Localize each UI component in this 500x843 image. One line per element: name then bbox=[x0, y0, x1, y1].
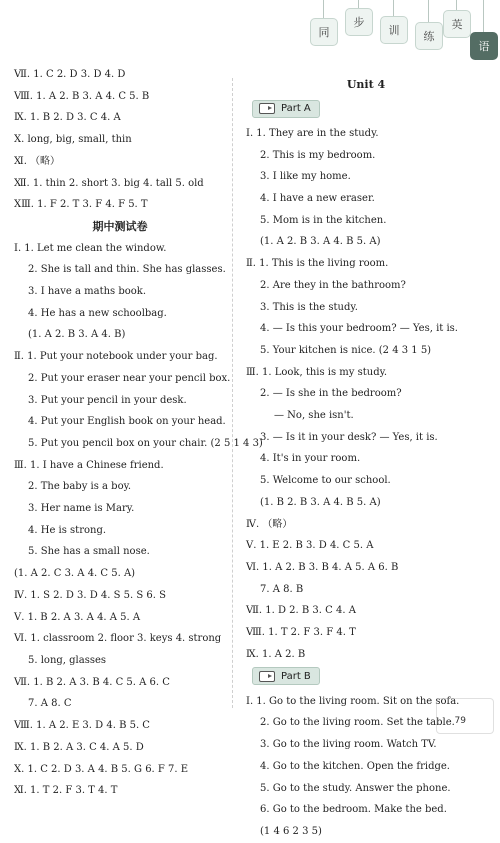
answer-line: 4. He has a new schoolbag. bbox=[28, 307, 167, 319]
answer-line: 4. — Is this your bedroom? — Yes, it is. bbox=[260, 323, 458, 335]
left-column bbox=[14, 64, 263, 802]
answer-line: Ⅷ. 1. A 2. E 3. D 4. B 5. C bbox=[14, 720, 150, 732]
answer-line: 5. Go to the study. Answer the phone. bbox=[260, 782, 451, 794]
column-divider bbox=[232, 78, 233, 708]
answer-line: 3. — Is it in your desk? — Yes, it is. bbox=[260, 431, 438, 443]
header-banner bbox=[290, 0, 500, 70]
answer-line: Ⅳ. （略） bbox=[246, 518, 293, 530]
answer-line: Ⅵ. 1. classroom 2. floor 3. keys 4. strong bbox=[14, 633, 222, 645]
banner-char-5: 英 bbox=[443, 10, 471, 38]
answer-line: 3. Put your pencil in your desk. bbox=[28, 394, 187, 406]
answer-line: Ⅺ. 1. T 2. F 3. T 4. T bbox=[14, 785, 118, 797]
answer-line: 5. Put you pencil box on your chair. (2 5 1 4 3) bbox=[28, 437, 263, 449]
answer-line: 7. A 8. C bbox=[28, 698, 72, 710]
banner-char-2: 步 bbox=[345, 8, 373, 36]
answer-line: 3. Her name is Mary. bbox=[28, 503, 135, 515]
answer-line: Ⅻ. 1. thin 2. short 3. big 4. tall 5. old bbox=[14, 177, 204, 189]
part-a-label: Part A bbox=[281, 102, 311, 114]
arrow-icon bbox=[259, 671, 275, 682]
answer-line: Ⅹ. 1. C 2. D 3. A 4. B 5. G 6. F 7. E bbox=[14, 763, 189, 775]
banner-char-4: 练 bbox=[415, 22, 443, 50]
answer-line: 5. Welcome to our school. bbox=[260, 475, 391, 487]
part-b-label: Part B bbox=[281, 670, 311, 682]
answer-line: 4. Go to the kitchen. Open the fridge. bbox=[260, 760, 450, 772]
answer-line: 5. Your kitchen is nice. (2 4 3 1 5) bbox=[260, 344, 432, 356]
answer-line: — No, she isn't. bbox=[274, 410, 354, 422]
answer-line: 2. The baby is a boy. bbox=[28, 481, 132, 493]
answer-line: 2. — Is she in the bedroom? bbox=[260, 388, 402, 400]
answer-line: 2. Are they in the bathroom? bbox=[260, 279, 406, 291]
answer-line: Ⅴ. 1. B 2. A 3. A 4. A 5. A bbox=[14, 611, 141, 623]
banner-char-1: 同 bbox=[310, 18, 338, 46]
answer-line: Ⅸ. 1. B 2. A 3. C 4. A 5. D bbox=[14, 741, 144, 753]
answer-line: (1. A 2. C 3. A 4. C 5. A) bbox=[14, 568, 136, 580]
arrow-icon bbox=[259, 103, 275, 114]
answer-line: Ⅵ. 1. A 2. B 3. B 4. A 5. A 6. B bbox=[246, 561, 399, 573]
part-a-header bbox=[252, 100, 320, 118]
answer-line: ⅩⅢ. 1. F 2. T 3. F 4. F 5. T bbox=[14, 199, 148, 211]
unit-title: Unit 4 bbox=[346, 78, 386, 91]
midterm-title: 期中测试卷 bbox=[92, 219, 148, 233]
answer-line: 3. I have a maths book. bbox=[28, 286, 147, 298]
banner-char-3: 训 bbox=[380, 16, 408, 44]
answer-line: Ⅷ. 1. A 2. B 3. A 4. C 5. B bbox=[14, 90, 150, 102]
answer-line: 6. Go to the bedroom. Make the bed. bbox=[260, 804, 447, 816]
answer-line: Ⅰ. 1. They are in the study. bbox=[246, 127, 379, 139]
answer-line: 2. This is my bedroom. bbox=[260, 149, 376, 161]
answer-line: 2. She is tall and thin. She has glasses. bbox=[28, 264, 226, 276]
answer-line: 3. I like my home. bbox=[260, 171, 351, 183]
answer-line: 5. long, glasses bbox=[28, 654, 107, 666]
answer-line: Ⅲ. 1. I have a Chinese friend. bbox=[14, 459, 164, 471]
answer-line: 3. Go to the living room. Watch TV. bbox=[260, 739, 437, 751]
answer-line: 4. It's in your room. bbox=[260, 453, 361, 465]
banner-char-6: 语 bbox=[470, 32, 498, 60]
answer-line: Ⅱ. 1. This is the living room. bbox=[246, 258, 389, 270]
part-b-header bbox=[252, 667, 320, 685]
answer-line: (1. A 2. B 3. A 4. B) bbox=[28, 329, 126, 341]
answer-line: 2. Go to the living room. Set the table. bbox=[260, 717, 455, 729]
answer-line: 3. This is the study. bbox=[260, 301, 358, 313]
answer-line: Ⅸ. 1. A 2. B bbox=[246, 648, 306, 660]
page-number: 79 bbox=[454, 716, 466, 726]
answer-line: Ⅱ. 1. Put your notebook under your bag. bbox=[14, 351, 218, 363]
answer-line: Ⅶ. 1. B 2. A 3. B 4. C 5. A 6. C bbox=[14, 676, 170, 688]
answer-line: Ⅴ. 1. E 2. B 3. D 4. C 5. A bbox=[246, 540, 374, 552]
answer-line: Ⅲ. 1. Look, this is my study. bbox=[246, 366, 388, 378]
answer-line: 2. Put your eraser near your pencil box. bbox=[28, 372, 231, 384]
answer-line: 4. He is strong. bbox=[28, 524, 107, 536]
answer-line: Ⅹ. long, big, small, thin bbox=[14, 134, 132, 146]
answer-line: Ⅰ. 1. Let me clean the window. bbox=[14, 242, 167, 254]
answer-line: Ⅶ. 1. C 2. D 3. D 4. D bbox=[14, 69, 126, 80]
answer-line: Ⅸ. 1. B 2. D 3. C 4. A bbox=[14, 112, 121, 124]
answer-line: 4. I have a new eraser. bbox=[260, 193, 375, 205]
answer-line: 4. Put your English book on your head. bbox=[28, 416, 226, 428]
answer-line: (1 4 6 2 3 5) bbox=[260, 825, 322, 837]
answer-line: (1. B 2. B 3. A 4. B 5. A) bbox=[260, 496, 381, 508]
answer-line: Ⅶ. 1. D 2. B 3. C 4. A bbox=[246, 605, 356, 617]
answer-line: Ⅰ. 1. Go to the living room. Sit on the sofa. bbox=[246, 695, 460, 707]
answer-line: 7. A 8. B bbox=[260, 583, 304, 595]
answer-line: 5. Mom is in the kitchen. bbox=[260, 214, 387, 226]
answer-line: (1. A 2. B 3. A 4. B 5. A) bbox=[260, 236, 381, 248]
answer-line: Ⅷ. 1. T 2. F 3. F 4. T bbox=[246, 627, 356, 639]
answer-line: Ⅳ. 1. S 2. D 3. D 4. S 5. S 6. S bbox=[14, 589, 166, 601]
answer-line: Ⅺ. （略） bbox=[14, 155, 61, 167]
answer-line: 5. She has a small nose. bbox=[28, 546, 150, 558]
